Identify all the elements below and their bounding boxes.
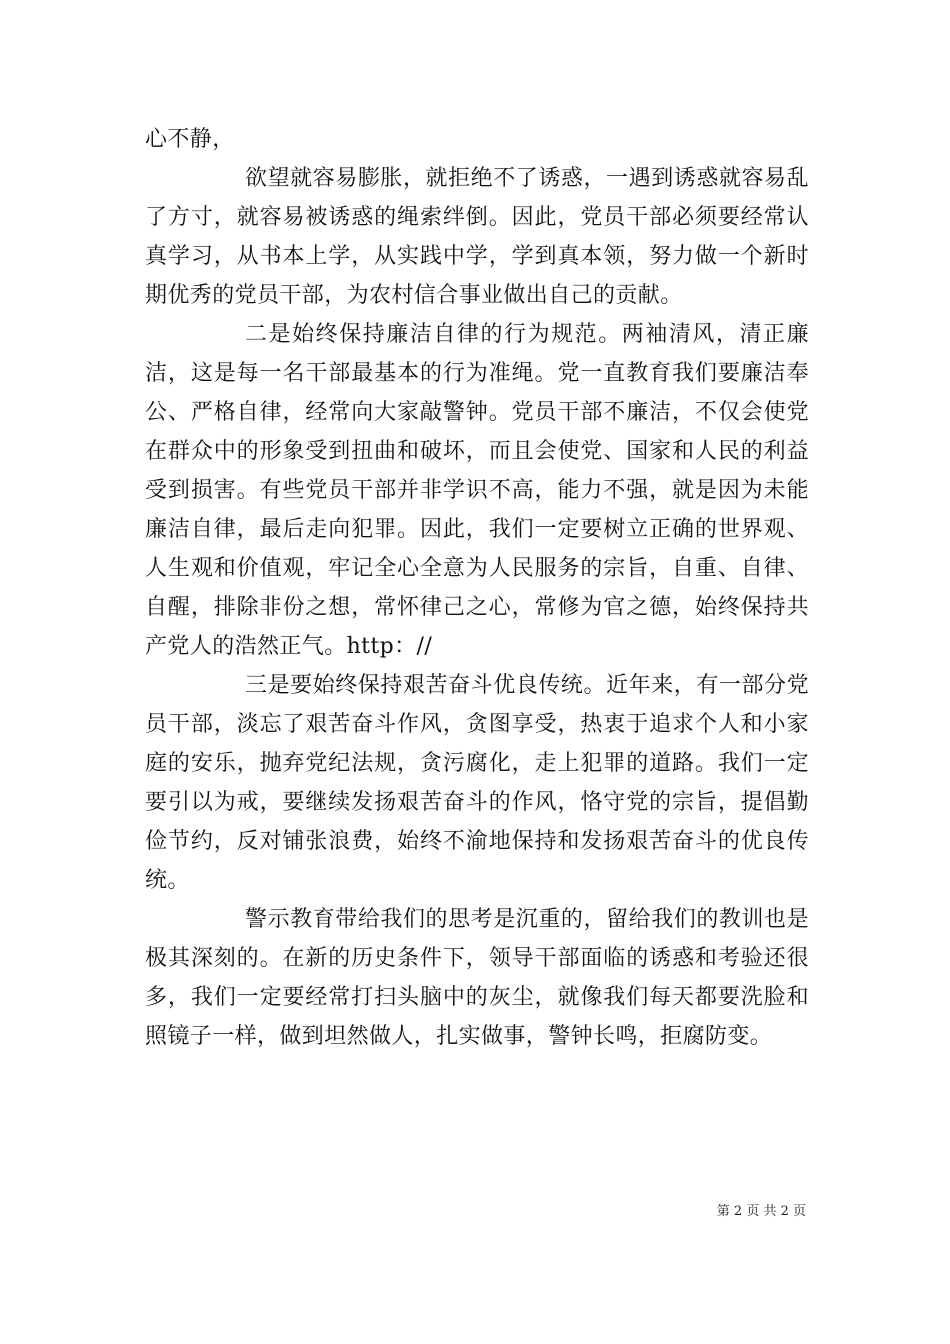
paragraph-conclusion: 警示教育带给我们的思考是沉重的，留给我们的教训也是极其深刻的。在新的历史条件下，领导干部面临的诱惑和考验还很多，我们一定要经常打扫头脑中的灰尘，就像我们每天都要洗脸和照镜子一样，做到坦然做人，扎实做事，警钟长鸣，拒腐防变。 bbox=[145, 907, 809, 1049]
paragraph-desire: 欲望就容易膨胀，就拒绝不了诱惑，一遇到诱惑就容易乱了方寸，就容易被诱惑的绳索绊倒。因此，党员干部必须要经常认真学习，从书本上学，从实践中学，学到真本领，努力做一个新时期优秀的党员干部，为农村信合事业做出自己的贡献。 bbox=[145, 166, 809, 308]
document-body bbox=[145, 120, 809, 1056]
paragraph-integrity: 二是始终保持廉洁自律的行为规范。两袖清风，清正廉洁，这是每一名干部最基本的行为准绳。党一直教育我们要廉洁奉公、严格自律，经常向大家敲警钟。党员干部不廉洁，不仅会使党在群众中的形象受到扭曲和破坏，而且会使党、国家和人民的利益受到损害。有些党员干部并非学识不高，能力不强，就是因为未能廉洁自律，最后走向犯罪。因此，我们一定要树立正确的世界观、人生观和价值观，牢记全心全意为人民服务的宗旨，自重、自律、自醒，排除非份之想，常怀律己之心，常修为官之德，始终保持共产党人的浩然正气。http：// bbox=[145, 322, 809, 659]
page-number-footer: 第 2 页 共 2 页 bbox=[716, 1204, 806, 1219]
paragraph-hard-work: 三是要始终保持艰苦奋斗优良传统。近年来，有一部分党员干部，淡忘了艰苦奋斗作风，贪图享受，热衷于追求个人和小家庭的安乐，抛弃党纪法规，贪污腐化，走上犯罪的道路。我们一定要引以为戒，要继续发扬艰苦奋斗的作风，恪守党的宗旨，提倡勤俭节约，反对铺张浪费，始终不渝地保持和发扬艰苦奋斗的优良传统。 bbox=[145, 673, 809, 893]
paragraph-continuation: 心不静， bbox=[145, 127, 235, 152]
